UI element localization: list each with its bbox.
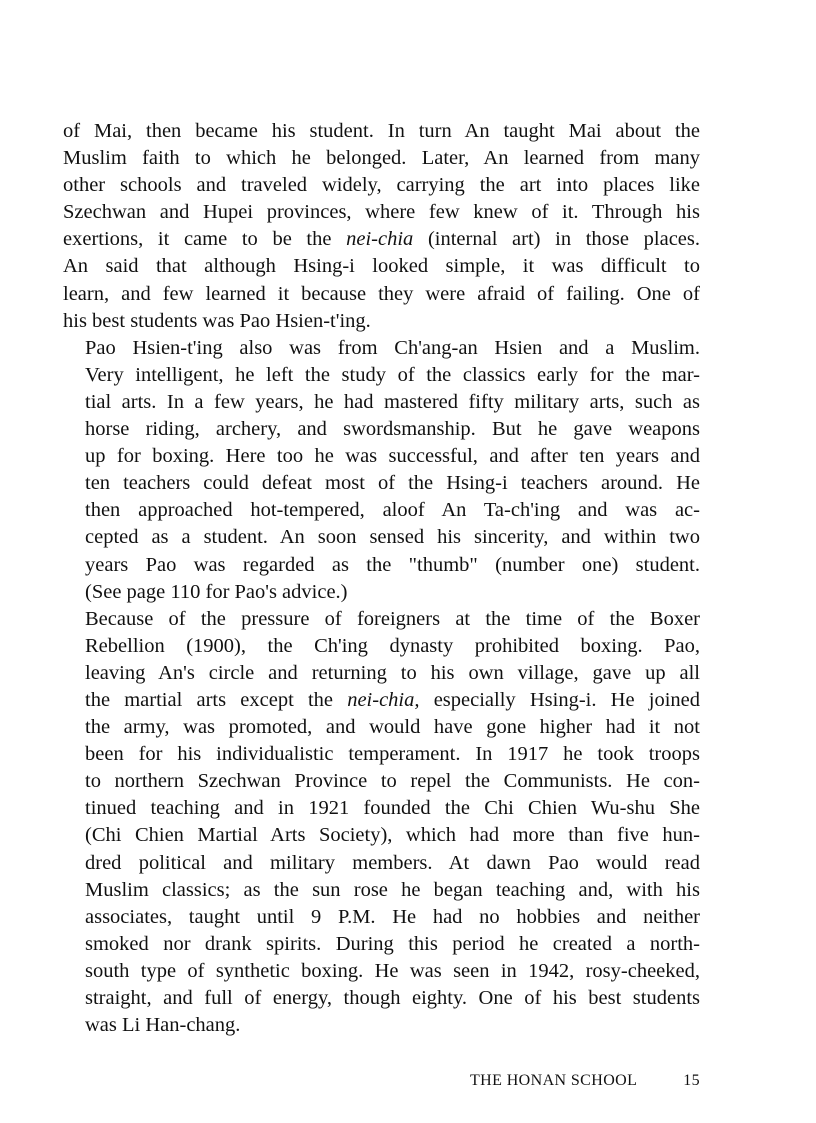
text-line: tinued teaching and in 1921 founded the Chi Chien Wu-shu She <box>85 797 700 820</box>
text-line: horse riding, archery, and swordsmanship. But he gave weapons <box>85 418 700 441</box>
text-line: Rebellion (1900), the Ch'ing dynasty prohibited boxing. Pao, <box>85 634 700 657</box>
paragraph <box>63 335 700 606</box>
text-line: Pao Hsien-t'ing also was from Ch'ang-an Hsien and a Muslim. <box>85 336 700 359</box>
text-line: the army, was promoted, and would have gone higher had it not <box>85 716 700 739</box>
italic-term: nei-chia, <box>347 688 420 711</box>
text-line: (See page 110 for Pao's advice.) <box>85 580 348 603</box>
page-number: 15 <box>683 1072 700 1089</box>
text-line: tial arts. In a few years, he had mastered fifty military arts, such as <box>85 390 700 413</box>
text-line: ten teachers could defeat most of the Hsing-i teachers around. He <box>85 472 700 495</box>
text-line: leaving An's circle and returning to his own village, gave up all <box>85 661 700 684</box>
text-line: An said that although Hsing-i looked simple, it was difficult to <box>63 255 700 278</box>
italic-term: nei-chia <box>346 228 414 251</box>
text-segment: especially Hsing-i. He joined <box>419 688 700 711</box>
text-line: straight, and full of energy, though eighty. One of his best students <box>85 987 700 1009</box>
running-head: THE HONAN SCHOOL <box>470 1072 638 1089</box>
body-text <box>63 118 700 1039</box>
text-line: then approached hot-tempered, aloof An Ta-ch'ing and was ac- <box>85 499 700 522</box>
text-line: (Chi Chien Martial Arts Society), which had more than five hun- <box>85 824 700 847</box>
text-line: Muslim faith to which he belonged. Later, An learned from many <box>63 147 700 170</box>
text-line <box>63 687 700 714</box>
text-line: smoked nor drank spirits. During this period he created a north- <box>85 932 700 955</box>
page-footer <box>470 1072 700 1090</box>
text-line: was Li Han-chang. <box>85 1014 241 1037</box>
text-line: been for his individualistic temperament. In 1917 he took troops <box>85 743 700 766</box>
text-line: south type of synthetic boxing. He was seen in 1942, rosy-cheeked, <box>85 959 700 982</box>
paragraph <box>63 118 700 335</box>
text-line: other schools and traveled widely, carrying the art into places like <box>63 174 700 197</box>
text-line: Muslim classics; as the sun rose he began teaching and, with his <box>85 878 700 901</box>
text-line: to northern Szechwan Province to repel the Communists. He con- <box>85 770 700 793</box>
text-line: learn, and few learned it because they were afraid of failing. One of <box>63 282 700 305</box>
text-line: up for boxing. Here too he was successful, and after ten years and <box>85 445 700 468</box>
text-segment: exertions, it came to be the <box>63 228 347 251</box>
text-line: of Mai, then became his student. In turn An taught Mai about the <box>63 120 700 142</box>
text-line: Szechwan and Hupei provinces, where few knew of it. Through his <box>63 201 700 224</box>
text-line <box>63 226 700 253</box>
paragraph <box>63 606 700 1040</box>
text-line: dred political and military members. At dawn Pao would read <box>85 851 700 874</box>
text-line: years Pao was regarded as the "thumb" (number one) student. <box>85 553 700 576</box>
text-line: cepted as a student. An soon sensed his sincerity, and within two <box>85 526 700 549</box>
text-segment: the martial arts except the <box>85 688 348 711</box>
text-line: Very intelligent, he left the study of the classics early for the mar- <box>85 363 700 386</box>
text-line: Because of the pressure of foreigners at the time of the Boxer <box>85 607 700 630</box>
text-segment: (internal art) in those places. <box>413 228 700 251</box>
text-line: associates, taught until 9 P.M. He had no hobbies and neither <box>85 905 700 928</box>
text-line: his best students was Pao Hsien-t'ing. <box>63 309 371 332</box>
